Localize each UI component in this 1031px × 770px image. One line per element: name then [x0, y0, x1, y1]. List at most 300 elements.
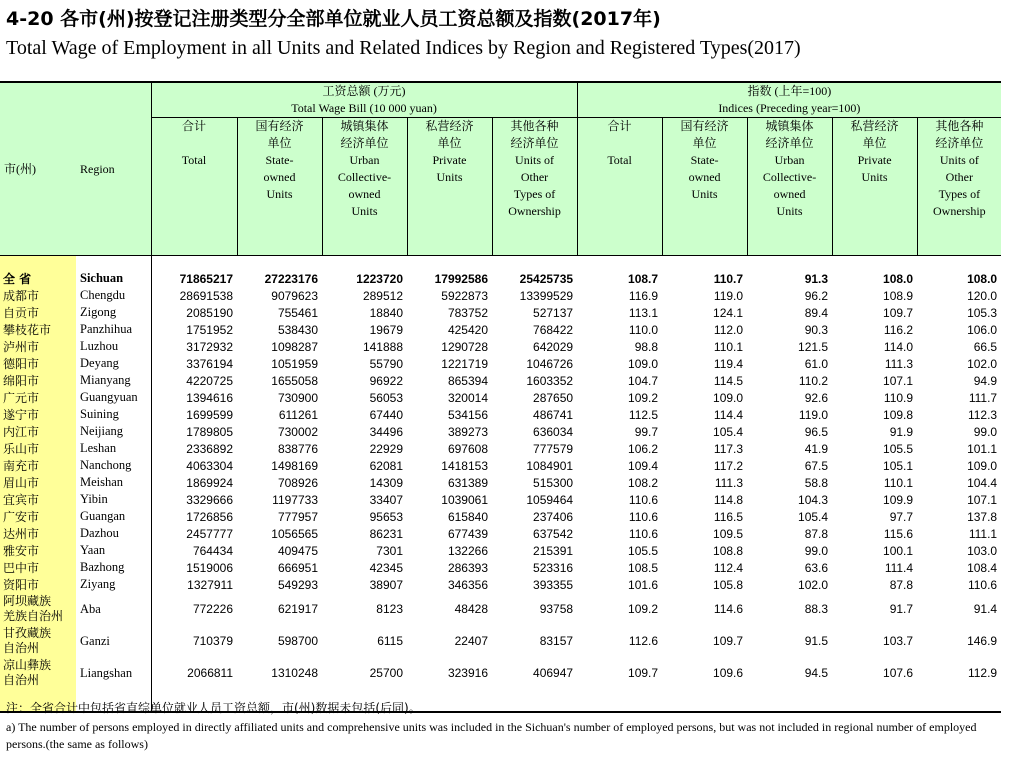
cell-value: 108.5 — [628, 560, 659, 575]
cell-value: 666951 — [277, 560, 318, 575]
region-name-cn: 泸州市 — [0, 338, 76, 355]
cell-value: 93758 — [539, 601, 574, 616]
cell-value: 287650 — [533, 390, 574, 405]
region-name-en: Dazhou — [76, 525, 151, 542]
cell-value: 13399529 — [519, 288, 574, 303]
cell-value: 764434 — [192, 543, 233, 558]
cell-value: 112.5 — [628, 407, 659, 422]
region-name-cn: 眉山市 — [0, 474, 76, 491]
cell-value: 62081 — [369, 458, 403, 473]
region-name-en: Mianyang — [76, 372, 151, 389]
cell-value: 4220725 — [186, 373, 233, 388]
cell-value: 117.2 — [713, 458, 744, 473]
table-row — [0, 657, 1001, 689]
region-name-cn: 资阳市 — [0, 576, 76, 593]
table-row — [0, 372, 1001, 389]
cell-value: 1310248 — [271, 665, 318, 680]
cell-value: 105.5 — [628, 543, 659, 558]
cell-value: 549293 — [277, 577, 318, 592]
region-name-en: Yaan — [76, 542, 151, 559]
cell-value: 1084901 — [526, 458, 574, 473]
cell-value: 538430 — [277, 322, 318, 337]
cell-value: 1789805 — [186, 424, 233, 439]
cell-value: 527137 — [533, 305, 574, 320]
column-header-cn: 其他各种 经济单位 — [510, 119, 559, 150]
table-row — [0, 304, 1001, 321]
cell-value: 108.4 — [967, 560, 998, 575]
region-name-cn: 全 省 — [0, 270, 76, 287]
table-row — [0, 525, 1001, 542]
table-row — [0, 457, 1001, 474]
cell-value: 621917 — [277, 601, 318, 616]
cell-value: 90.3 — [804, 322, 829, 337]
cell-value: 710379 — [192, 633, 233, 648]
region-name-en: Meishan — [76, 474, 151, 491]
cell-value: 323916 — [447, 665, 488, 680]
column-header-index-0 — [577, 118, 662, 256]
column-header-en: State- owned Units — [263, 153, 296, 201]
cell-value: 109.7 — [713, 633, 744, 648]
cell-value: 111.3 — [714, 475, 744, 490]
cell-value: 112.9 — [967, 665, 998, 680]
cell-value: 3376194 — [186, 356, 233, 371]
cell-value: 88.3 — [804, 601, 829, 616]
cell-value: 6115 — [377, 633, 403, 648]
stub-header-cn: 市(州) — [0, 82, 76, 256]
cell-value: 116.9 — [628, 288, 659, 303]
wage-bill-group-en: Total Wage Bill (10 000 yuan) — [291, 101, 437, 115]
cell-value: 289512 — [362, 288, 403, 303]
cell-value: 110.7 — [713, 271, 744, 286]
cell-value: 120.0 — [967, 288, 998, 303]
cell-value: 108.7 — [628, 271, 659, 286]
cell-value: 101.1 — [967, 441, 998, 456]
cell-value: 1290728 — [441, 339, 488, 354]
cell-value: 105.8 — [713, 577, 744, 592]
cell-value: 631389 — [447, 475, 488, 490]
column-header-wage-1 — [237, 118, 322, 256]
cell-value: 41.9 — [804, 441, 829, 456]
cell-value: 22929 — [369, 441, 403, 456]
region-name-cn: 德阳市 — [0, 355, 76, 372]
column-header-cn: 私营经济 单位 — [425, 119, 474, 150]
cell-value: 99.0 — [804, 543, 829, 558]
column-header-cn: 其他各种 经济单位 — [935, 119, 984, 150]
cell-value: 56053 — [369, 390, 403, 405]
cell-value: 112.4 — [713, 560, 744, 575]
cell-value: 121.5 — [798, 339, 829, 354]
cell-value: 708926 — [277, 475, 318, 490]
table-row — [0, 542, 1001, 559]
cell-value: 777957 — [277, 509, 318, 524]
cell-value: 102.0 — [967, 356, 998, 371]
cell-value: 1519006 — [186, 560, 233, 575]
cell-value: 642029 — [533, 339, 574, 354]
column-header-en: State- owned Units — [688, 153, 721, 201]
cell-value: 61.0 — [804, 356, 829, 371]
region-name-en: Guangan — [76, 508, 151, 525]
table-row — [0, 423, 1001, 440]
cell-value: 1039061 — [441, 492, 488, 507]
cell-value: 1056565 — [271, 526, 318, 541]
footnote-en: a) The number of persons employed in directly affiliated units and comprehensive units was included in the Sichuan's number of employed persons, but was not included in regional number of employed persons.(the same as follows) — [6, 720, 977, 751]
cell-value: 87.8 — [804, 526, 829, 541]
region-name-cn: 阿坝藏族 羌族自治州 — [0, 593, 76, 625]
column-header-cn: 城镇集体 经济单位 — [340, 119, 389, 150]
region-name-en: Leshan — [76, 440, 151, 457]
region-name-en: Panzhihua — [76, 321, 151, 338]
table-row — [0, 287, 1001, 304]
column-header-cn: 私营经济 单位 — [850, 119, 899, 150]
column-header-cn: 国有经济 单位 — [680, 119, 729, 150]
cell-value: 109.9 — [883, 492, 914, 507]
cell-value: 105.4 — [798, 509, 829, 524]
column-header-wage-2 — [322, 118, 407, 256]
cell-value: 25425735 — [519, 271, 574, 286]
cell-value: 137.8 — [967, 509, 998, 524]
cell-value: 1726856 — [186, 509, 233, 524]
column-header-en: Urban Collective- owned Units — [337, 153, 392, 218]
region-name-cn: 巴中市 — [0, 559, 76, 576]
column-header-cn: 城镇集体 经济单位 — [765, 119, 814, 150]
region-name-en: Ziyang — [76, 576, 151, 593]
cell-value: 697608 — [447, 441, 488, 456]
cell-value: 116.2 — [883, 322, 914, 337]
cell-value: 19679 — [369, 322, 403, 337]
cell-value: 7301 — [376, 543, 403, 558]
cell-value: 99.0 — [973, 424, 998, 439]
cell-value: 114.5 — [713, 373, 744, 388]
cell-value: 109.5 — [713, 526, 744, 541]
table-row — [0, 270, 1001, 287]
cell-value: 98.8 — [634, 339, 659, 354]
region-name-en: Luzhou — [76, 338, 151, 355]
region-name-en: Chengdu — [76, 287, 151, 304]
cell-value: 114.4 — [713, 407, 744, 422]
region-name-en: Aba — [76, 593, 151, 625]
cell-value: 14309 — [369, 475, 403, 490]
cell-value: 598700 — [277, 633, 318, 648]
region-name-cn: 广元市 — [0, 389, 76, 406]
cell-value: 115.6 — [883, 526, 914, 541]
table-row — [0, 474, 1001, 491]
cell-value: 865394 — [447, 373, 488, 388]
cell-value: 18840 — [369, 305, 403, 320]
cell-value: 611261 — [278, 407, 318, 422]
region-name-en: Liangshan — [76, 657, 151, 689]
cell-value: 101.6 — [628, 577, 659, 592]
region-name-en: Nanchong — [76, 457, 151, 474]
region-name-cn: 内江市 — [0, 423, 76, 440]
cell-value: 109.4 — [628, 458, 659, 473]
column-header-index-4 — [917, 118, 1001, 256]
column-header-index-2 — [747, 118, 832, 256]
cell-value: 92.6 — [804, 390, 829, 405]
column-header-en: Private Units — [432, 153, 467, 184]
region-name-en: Deyang — [76, 355, 151, 372]
table-row — [0, 321, 1001, 338]
cell-value: 286393 — [447, 560, 488, 575]
cell-value: 119.0 — [798, 407, 829, 422]
cell-value: 91.9 — [889, 424, 914, 439]
cell-value: 110.6 — [628, 492, 659, 507]
table-row — [0, 559, 1001, 576]
region-name-en: Neijiang — [76, 423, 151, 440]
cell-value: 113.1 — [628, 305, 659, 320]
cell-value: 33407 — [369, 492, 403, 507]
cell-value: 94.9 — [973, 373, 998, 388]
cell-value: 2066811 — [187, 665, 233, 680]
column-header-en: Units of Other Types of Ownership — [933, 153, 986, 218]
region-name-cn: 乐山市 — [0, 440, 76, 457]
cell-value: 3172932 — [186, 339, 233, 354]
cell-value: 9079623 — [271, 288, 318, 303]
cell-value: 117.3 — [713, 441, 744, 456]
cell-value: 636034 — [533, 424, 574, 439]
cell-value: 95653 — [369, 509, 403, 524]
cell-value: 111.7 — [968, 390, 998, 405]
cell-value: 105.4 — [713, 424, 744, 439]
cell-value: 109.2 — [628, 390, 659, 405]
cell-value: 2085190 — [186, 305, 233, 320]
column-header-en: Total — [607, 153, 632, 167]
column-header-cn: 合计 — [181, 119, 206, 133]
wage-bill-group-cn: 工资总额 (万元) — [322, 84, 406, 98]
cell-value: 1751952 — [186, 322, 233, 337]
cell-value: 534156 — [447, 407, 488, 422]
cell-value: 1327911 — [187, 577, 233, 592]
cell-value: 124.1 — [713, 305, 744, 320]
cell-value: 96.5 — [804, 424, 829, 439]
cell-value: 108.0 — [967, 271, 998, 286]
stub-header-en: Region — [76, 82, 151, 256]
cell-value: 1655058 — [271, 373, 318, 388]
cell-value: 110.6 — [628, 509, 659, 524]
cell-value: 91.4 — [973, 601, 998, 616]
cell-value: 2457777 — [186, 526, 233, 541]
cell-value: 66.5 — [973, 339, 998, 354]
cell-value: 1223720 — [356, 271, 403, 286]
region-name-cn: 攀枝花市 — [0, 321, 76, 338]
cell-value: 96922 — [369, 373, 403, 388]
cell-value: 346356 — [447, 577, 488, 592]
wage-table — [0, 81, 1001, 713]
region-name-en: Guangyuan — [76, 389, 151, 406]
cell-value: 3329666 — [186, 492, 233, 507]
cell-value: 104.3 — [798, 492, 829, 507]
cell-value: 132266 — [447, 543, 488, 558]
cell-value: 107.1 — [967, 492, 998, 507]
cell-value: 110.1 — [883, 475, 914, 490]
column-header-index-1 — [662, 118, 747, 256]
cell-value: 109.0 — [628, 356, 659, 371]
column-header-cn: 国有经济 单位 — [255, 119, 304, 150]
page-title-cn: 4-20 各市(州)按登记注册类型分全部单位就业人员工资总额及指数(2017年) — [6, 8, 661, 30]
table-row — [0, 576, 1001, 593]
cell-value: 838776 — [277, 441, 318, 456]
cell-value: 104.4 — [967, 475, 998, 490]
indices-group-en: Indices (Preceding year=100) — [718, 101, 861, 115]
region-name-cn: 达州市 — [0, 525, 76, 542]
cell-value: 119.4 — [713, 356, 744, 371]
region-name-cn: 甘孜藏族 自治州 — [0, 625, 76, 657]
cell-value: 103.0 — [967, 543, 998, 558]
cell-value: 106.2 — [628, 441, 659, 456]
cell-value: 109.6 — [713, 665, 744, 680]
cell-value: 112.6 — [628, 633, 659, 648]
cell-value: 4063304 — [186, 458, 233, 473]
column-header-en: Private Units — [857, 153, 892, 184]
cell-value: 110.9 — [883, 390, 914, 405]
cell-value: 108.9 — [883, 288, 914, 303]
cell-value: 1197733 — [272, 492, 318, 507]
cell-value: 105.1 — [883, 458, 914, 473]
cell-value: 38907 — [369, 577, 403, 592]
region-name-cn: 宜宾市 — [0, 491, 76, 508]
column-header-wage-0 — [151, 118, 237, 256]
cell-value: 111.4 — [884, 560, 914, 575]
cell-value: 114.6 — [713, 601, 744, 616]
cell-value: 91.7 — [889, 601, 914, 616]
cell-value: 146.9 — [967, 633, 998, 648]
cell-value: 110.0 — [628, 322, 659, 337]
cell-value: 109.7 — [628, 665, 659, 680]
cell-value: 67.5 — [804, 458, 829, 473]
table-row — [0, 625, 1001, 657]
cell-value: 55790 — [369, 356, 403, 371]
cell-value: 42345 — [369, 560, 403, 575]
indices-group-header — [577, 82, 1001, 118]
cell-value: 389273 — [447, 424, 488, 439]
cell-value: 109.0 — [967, 458, 998, 473]
cell-value: 777579 — [533, 441, 574, 456]
cell-value: 48428 — [454, 601, 488, 616]
region-name-cn: 自贡市 — [0, 304, 76, 321]
cell-value: 141888 — [362, 339, 403, 354]
cell-value: 237406 — [533, 509, 574, 524]
cell-value: 97.7 — [889, 509, 914, 524]
table-row — [0, 440, 1001, 457]
cell-value: 25700 — [369, 665, 403, 680]
cell-value: 87.8 — [889, 577, 914, 592]
cell-value: 1869924 — [186, 475, 233, 490]
cell-value: 515300 — [533, 475, 574, 490]
cell-value: 108.0 — [883, 271, 914, 286]
region-name-en: Bazhong — [76, 559, 151, 576]
cell-value: 109.0 — [713, 390, 744, 405]
indices-group-cn: 指数 (上年=100) — [747, 84, 832, 98]
cell-value: 67440 — [369, 407, 403, 422]
cell-value: 111.1 — [968, 526, 998, 541]
cell-value: 71865217 — [179, 271, 233, 286]
cell-value: 2336892 — [186, 441, 233, 456]
cell-value: 406947 — [533, 665, 574, 680]
column-header-en: Total — [181, 153, 207, 167]
cell-value: 5922873 — [441, 288, 488, 303]
region-name-cn: 南充市 — [0, 457, 76, 474]
cell-value: 83157 — [539, 633, 574, 648]
cell-value: 1221719 — [441, 356, 488, 371]
cell-value: 108.8 — [713, 543, 744, 558]
cell-value: 677439 — [447, 526, 488, 541]
cell-value: 111.3 — [884, 356, 914, 371]
cell-value: 730900 — [277, 390, 318, 405]
cell-value: 772226 — [192, 601, 233, 616]
cell-value: 486741 — [533, 407, 574, 422]
column-header-en: Urban Collective- owned Units — [762, 153, 817, 218]
cell-value: 119.0 — [713, 288, 744, 303]
cell-value: 114.0 — [883, 339, 914, 354]
cell-value: 730002 — [277, 424, 318, 439]
region-name-cn: 雅安市 — [0, 542, 76, 559]
cell-value: 104.7 — [628, 373, 659, 388]
cell-value: 1046726 — [526, 356, 574, 371]
cell-value: 107.1 — [883, 373, 914, 388]
region-name-en: Yibin — [76, 491, 151, 508]
cell-value: 110.6 — [967, 577, 998, 592]
table-row — [0, 508, 1001, 525]
cell-value: 22407 — [454, 633, 488, 648]
cell-value: 96.2 — [804, 288, 829, 303]
cell-value: 63.6 — [804, 560, 829, 575]
column-header-wage-3 — [407, 118, 492, 256]
cell-value: 102.0 — [798, 577, 829, 592]
cell-value: 8123 — [376, 601, 403, 616]
cell-value: 107.6 — [883, 665, 914, 680]
cell-value: 215391 — [533, 543, 574, 558]
region-name-en: Zigong — [76, 304, 151, 321]
cell-value: 1059464 — [526, 492, 574, 507]
cell-value: 637542 — [533, 526, 574, 541]
cell-value: 91.3 — [804, 271, 829, 286]
cell-value: 1394616 — [186, 390, 233, 405]
cell-value: 523316 — [533, 560, 574, 575]
cell-value: 1699599 — [186, 407, 233, 422]
cell-value: 393355 — [533, 577, 574, 592]
cell-value: 110.6 — [628, 526, 659, 541]
region-name-en: Suining — [76, 406, 151, 423]
cell-value: 114.8 — [713, 492, 744, 507]
cell-value: 108.2 — [628, 475, 659, 490]
table-row — [0, 355, 1001, 372]
cell-value: 106.0 — [967, 322, 998, 337]
region-name-cn: 绵阳市 — [0, 372, 76, 389]
cell-value: 1051959 — [271, 356, 318, 371]
region-name-cn: 凉山彝族 自治州 — [0, 657, 76, 689]
table-row — [0, 491, 1001, 508]
wage-bill-group-header — [151, 82, 577, 118]
cell-value: 86231 — [369, 526, 403, 541]
cell-value: 34496 — [369, 424, 403, 439]
cell-value: 615840 — [447, 509, 488, 524]
cell-value: 105.3 — [967, 305, 998, 320]
cell-value: 94.5 — [804, 665, 829, 680]
column-header-cn: 合计 — [607, 119, 632, 133]
cell-value: 1498169 — [271, 458, 318, 473]
cell-value: 91.5 — [804, 633, 829, 648]
footnote-cn: 注：全省合计中包括省直综单位就业人员工资总额，市(州)数据未包括(后同)。 — [6, 701, 421, 715]
region-name-cn: 遂宁市 — [0, 406, 76, 423]
cell-value: 409475 — [277, 543, 318, 558]
cell-value: 109.7 — [883, 305, 914, 320]
cell-value: 110.2 — [798, 373, 829, 388]
cell-value: 103.7 — [883, 633, 914, 648]
cell-value: 99.7 — [634, 424, 659, 439]
cell-value: 112.3 — [967, 407, 998, 422]
cell-value: 1418153 — [441, 458, 488, 473]
region-name-en: Sichuan — [76, 270, 151, 287]
cell-value: 783752 — [447, 305, 488, 320]
